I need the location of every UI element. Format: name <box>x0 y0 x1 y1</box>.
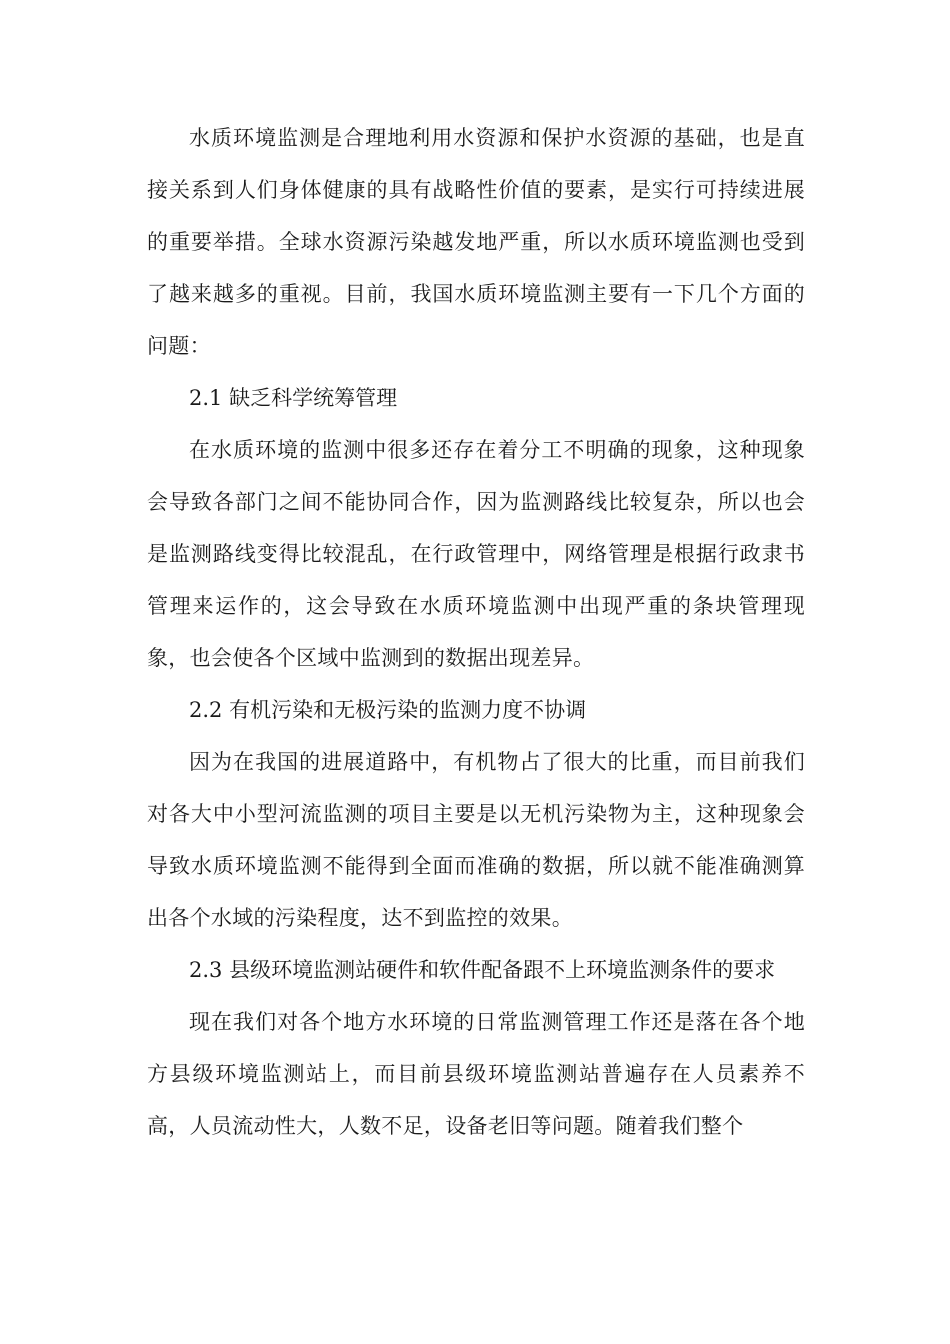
section-heading-2-3: 2.3 县级环境监测站硬件和软件配备跟不上环境监测条件的要求 <box>189 958 776 982</box>
section-body-2-2: 因为在我国的进展道路中，有机物占了很大的比重，而目前我们对各大中小型河流监测的项目主要是以无机污染物为主，这种现象会导致水质环境监测不能得到全面而准确的数据，所以就不能准确测算出各个水域的污染程度，达不到监控的效果。 <box>147 750 805 930</box>
section-body-2-3: 现在我们对各个地方水环境的日常监测管理工作还是落在各个地方县级环境监测站上，而目前县级环境监测站普遍存在人员素养不高，人员流动性大，人数不足，设备老旧等问题。随着我们整个 <box>147 1010 805 1138</box>
section-body-2-1: 在水质环境的监测中很多还存在着分工不明确的现象，这种现象会导致各部门之间不能协同合作，因为监测路线比较复杂，所以也会是监测路线变得比较混乱，在行政管理中，网络管理是根据行政隶书管理来运作的，这会导致在水质环境监测中出现严重的条块管理现象，也会使各个区域中监测到的数据出现差异。 <box>147 438 805 670</box>
document-page <box>147 112 805 1152</box>
intro-paragraph: 水质环境监测是合理地利用水资源和保护水资源的基础，也是直接关系到人们身体健康的具有战略性价值的要素，是实行可持续进展的重要举措。全球水资源污染越发地严重，所以水质环境监测也受到了越来越多的重视。目前，我国水质环境监测主要有一下几个方面的问题： <box>147 126 805 358</box>
section-heading-2-1: 2.1 缺乏科学统筹管理 <box>189 386 398 410</box>
section-heading-2-2: 2.2 有机污染和无极污染的监测力度不协调 <box>189 698 587 722</box>
